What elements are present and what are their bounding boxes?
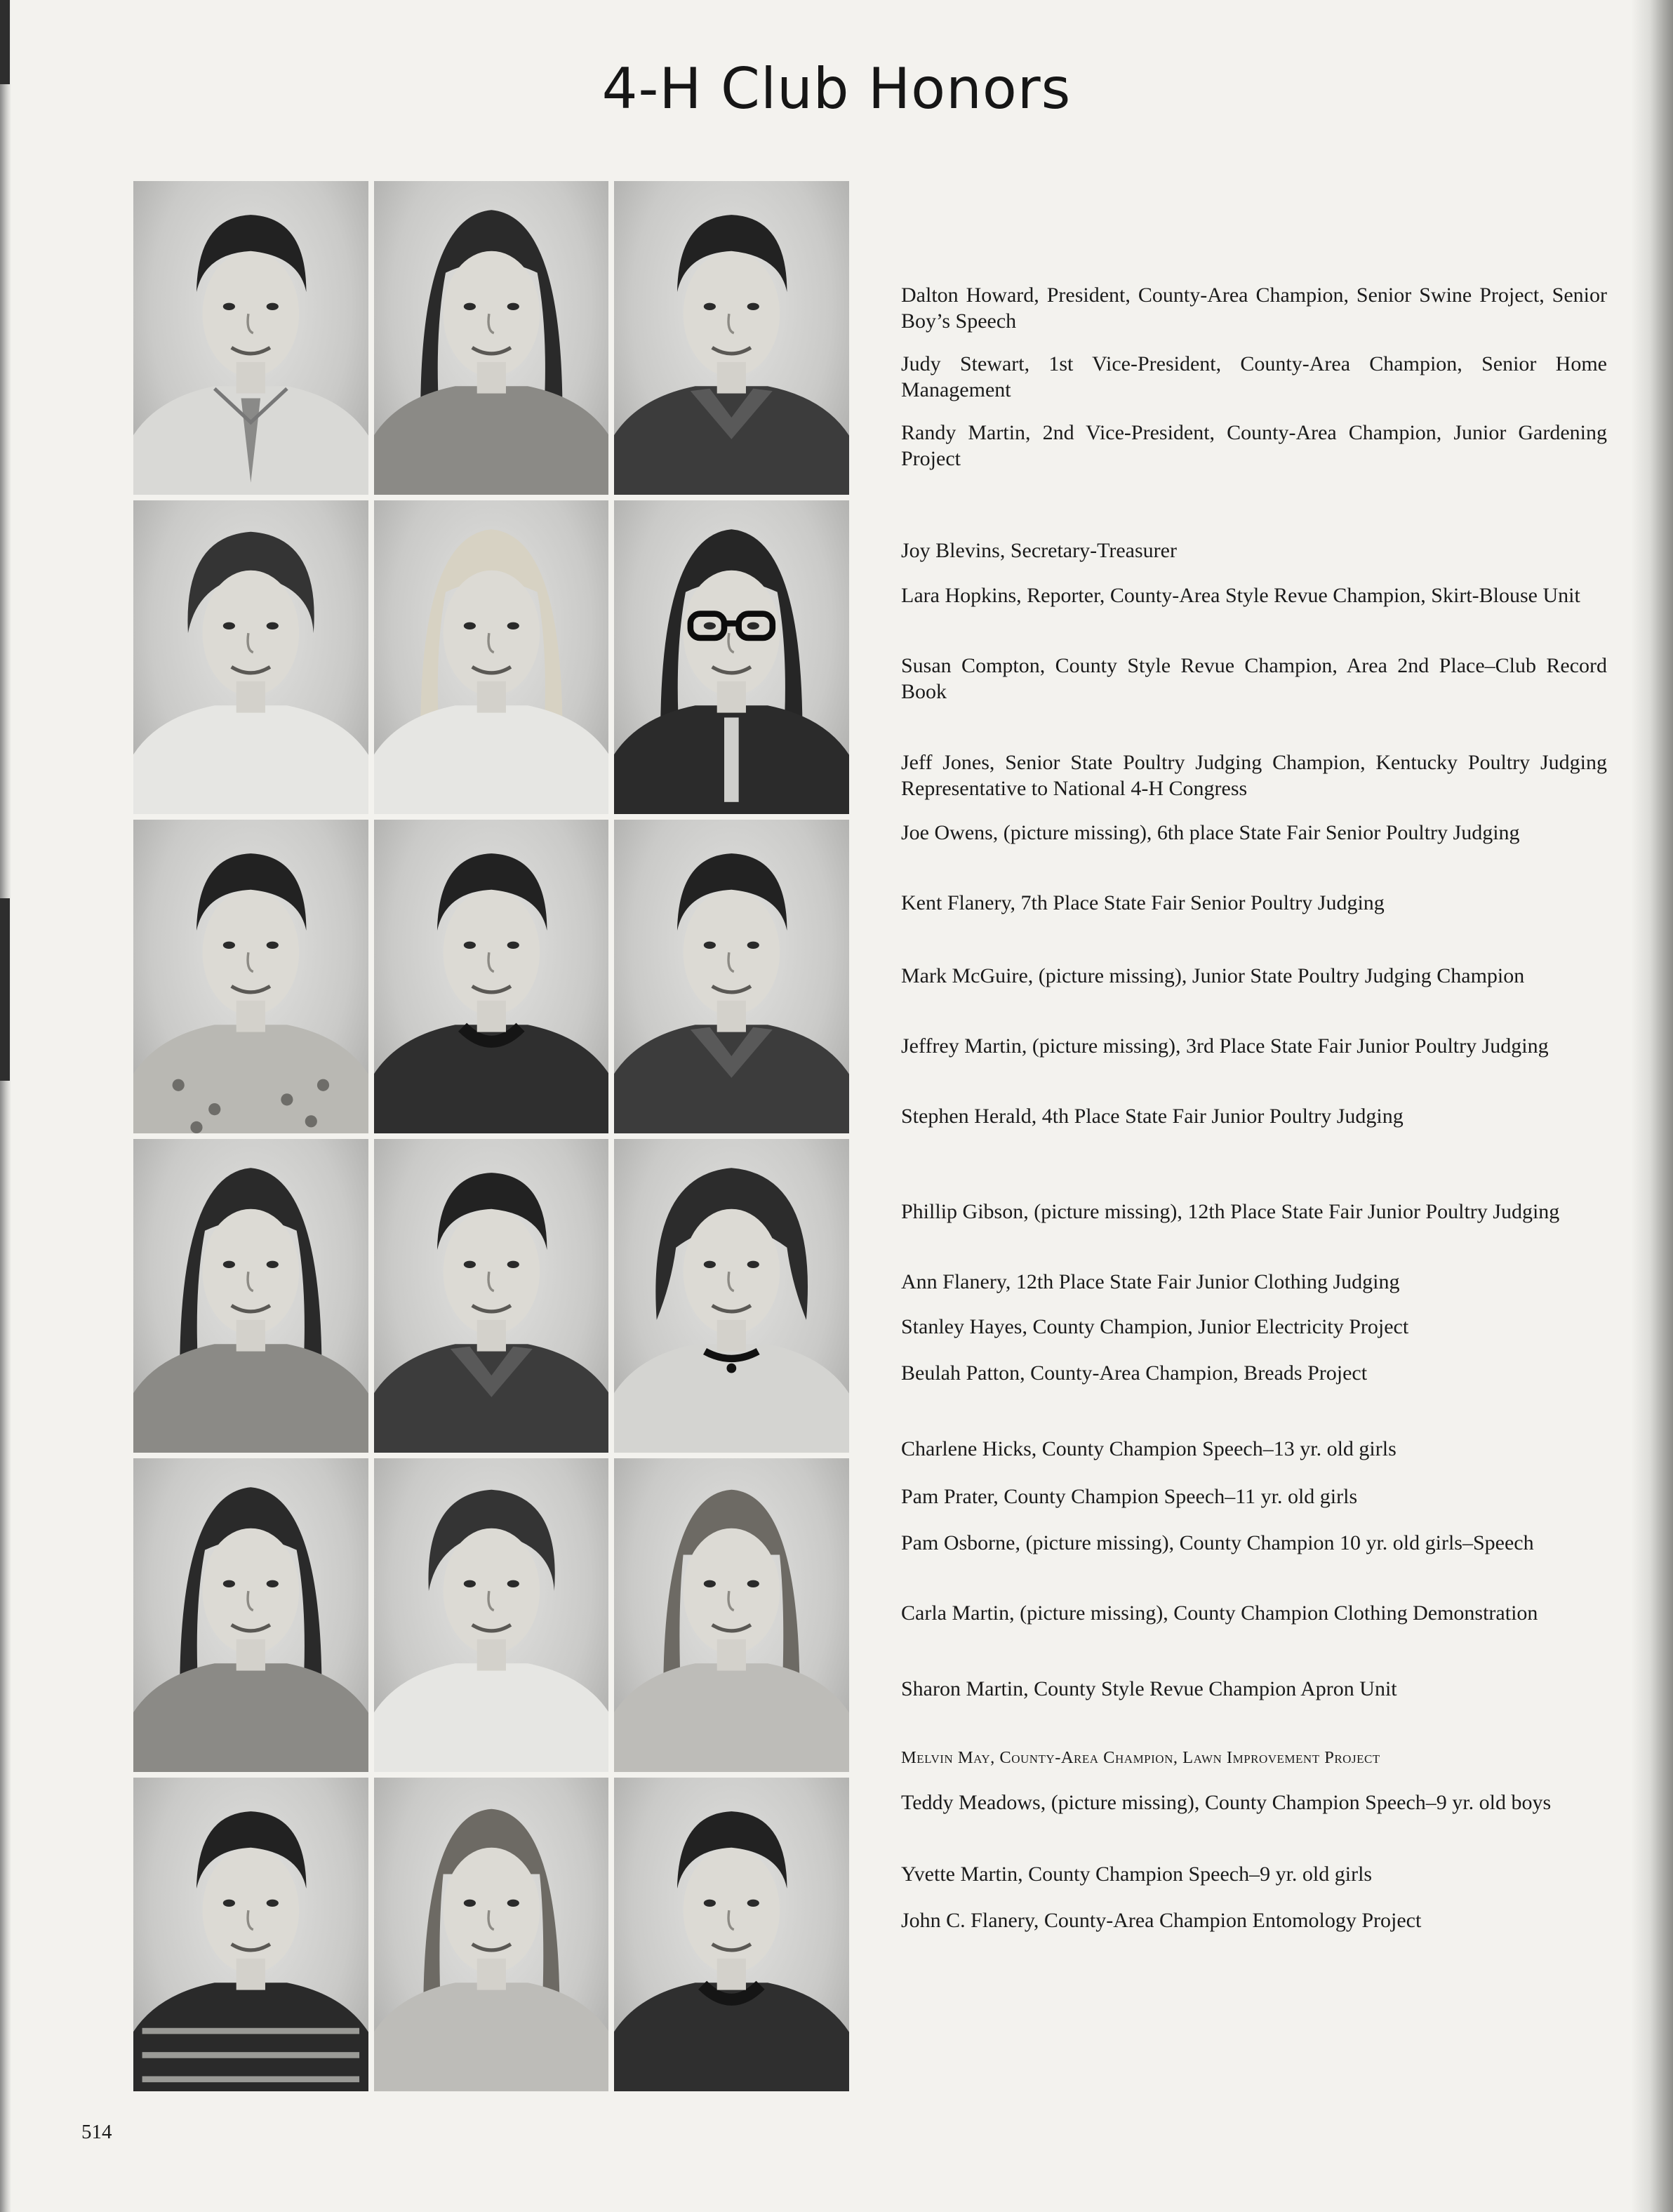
portrait-figure xyxy=(614,1139,849,1453)
portrait-photo xyxy=(374,500,609,814)
caption-kent-flanery: Kent Flanery, 7th Place State Fair Senior Poultry Judging xyxy=(901,891,1385,914)
caption-phillip-gibson: Phillip Gibson, (picture missing), 12th Place State Fair Junior Poultry Judging xyxy=(901,1200,1560,1223)
portrait-photo xyxy=(133,1458,368,1772)
portrait-figure xyxy=(374,820,609,1133)
portrait-figure xyxy=(614,181,849,495)
caption-dalton-howard: Dalton Howard, President, County-Area Champion, Senior Swine Project, Senior Boy’s Speech xyxy=(901,284,1607,333)
caption-beulah-patton: Beulah Patton, County-Area Champion, Breads Project xyxy=(901,1361,1368,1385)
portrait-figure xyxy=(133,1139,368,1453)
caption-joe-owens: Joe Owens, (picture missing), 6th place State Fair Senior Poultry Judging xyxy=(901,821,1520,844)
portrait-photo xyxy=(374,820,609,1133)
caption-jeff-jones: Jeff Jones, Senior State Poultry Judging Champion, Kentucky Poultry Judging Representative to National 4-H Congress xyxy=(901,751,1607,800)
portrait-photo xyxy=(374,1458,609,1772)
portrait-figure xyxy=(614,1778,849,2091)
portrait-photo xyxy=(614,1458,849,1772)
portrait-figure xyxy=(374,500,609,814)
portrait-figure xyxy=(374,1139,609,1453)
portrait-photo xyxy=(133,820,368,1133)
caption-joy-blevins: Joy Blevins, Secretary-Treasurer xyxy=(901,539,1177,562)
caption-teddy-meadows: Teddy Meadows, (picture missing), County Champion Speech–9 yr. old boys xyxy=(901,1791,1552,1814)
portrait-photo xyxy=(374,1139,609,1453)
portrait-figure xyxy=(374,181,609,495)
caption-carla-martin: Carla Martin, (picture missing), County Champion Clothing Demonstration xyxy=(901,1601,1538,1625)
portrait-photo xyxy=(133,181,368,495)
caption-mark-mcguire: Mark McGuire, (picture missing), Junior State Poultry Judging Champion xyxy=(901,964,1525,987)
caption-charlene-hicks: Charlene Hicks, County Champion Speech–13 yr. old girls xyxy=(901,1437,1397,1460)
portrait-figure xyxy=(133,500,368,814)
portrait-figure xyxy=(614,500,849,814)
caption-pam-prater: Pam Prater, County Champion Speech–11 yr. old girls xyxy=(901,1485,1358,1508)
caption-stephen-herald: Stephen Herald, 4th Place State Fair Junior Poultry Judging xyxy=(901,1105,1404,1128)
caption-melvin-may: Melvin May, County-Area Champion, Lawn Improvement Project xyxy=(901,1748,1380,1767)
portrait-photo xyxy=(374,181,609,495)
portrait-figure xyxy=(614,1458,849,1772)
portrait-figure xyxy=(614,820,849,1133)
caption-sharon-martin: Sharon Martin, County Style Revue Champion Apron Unit xyxy=(901,1677,1397,1700)
portrait-photo xyxy=(614,1139,849,1453)
portrait-figure xyxy=(133,1778,368,2091)
portrait-photo xyxy=(614,820,849,1133)
portrait-photo xyxy=(614,181,849,495)
page-binding-edge-left xyxy=(0,0,11,2212)
caption-ann-flanery: Ann Flanery, 12th Place State Fair Junior Clothing Judging xyxy=(901,1270,1400,1293)
portrait-figure xyxy=(133,181,368,495)
portrait-figure xyxy=(374,1458,609,1772)
portrait-figure xyxy=(133,1458,368,1772)
portrait-grid xyxy=(133,181,849,2091)
caption-jeffrey-martin: Jeffrey Martin, (picture missing), 3rd Place State Fair Junior Poultry Judging xyxy=(901,1034,1549,1058)
caption-yvette-martin: Yvette Martin, County Champion Speech–9 yr. old girls xyxy=(901,1863,1373,1886)
caption-pam-osborne: Pam Osborne, (picture missing), County Champion 10 yr. old girls–Speech xyxy=(901,1531,1534,1554)
page-number: 514 xyxy=(81,2121,112,2143)
portrait-photo xyxy=(133,1778,368,2091)
portrait-photo xyxy=(614,1778,849,2091)
portrait-photo xyxy=(374,1778,609,2091)
caption-susan-compton: Susan Compton, County Style Revue Champion, Area 2nd Place–Club Record Book xyxy=(901,654,1607,703)
portrait-photo xyxy=(133,500,368,814)
caption-judy-stewart: Judy Stewart, 1st Vice-President, County-Area Champion, Senior Home Management xyxy=(901,352,1607,401)
caption-randy-martin: Randy Martin, 2nd Vice-President, County-Area Champion, Junior Gardening Project xyxy=(901,421,1607,470)
portrait-photo xyxy=(133,1139,368,1453)
caption-lara-hopkins: Lara Hopkins, Reporter, County-Area Style Revue Champion, Skirt-Blouse Unit xyxy=(901,584,1580,607)
caption-john-c-flanery: John C. Flanery, County-Area Champion Entomology Project xyxy=(901,1909,1422,1932)
caption-stanley-hayes: Stanley Hayes, County Champion, Junior Electricity Project xyxy=(901,1315,1409,1338)
page-binding-edge-right xyxy=(1631,0,1673,2212)
page-title: 4-H Club Honors xyxy=(601,56,1072,121)
portrait-figure xyxy=(374,1778,609,2091)
portrait-figure xyxy=(133,820,368,1133)
portrait-photo xyxy=(614,500,849,814)
